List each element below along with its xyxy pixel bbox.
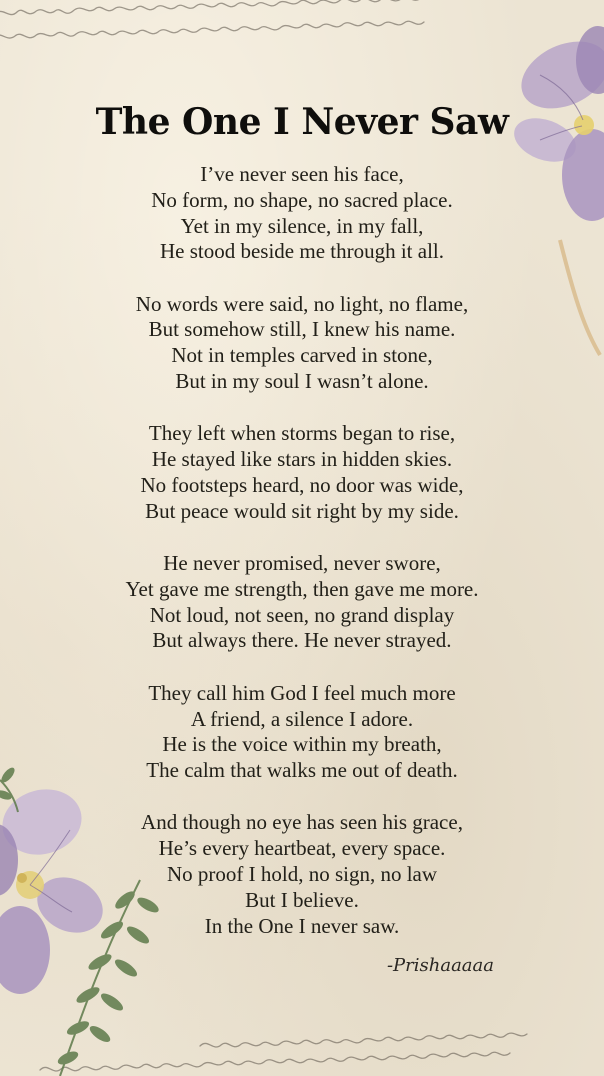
poem-title: The One I Never Saw [95,101,509,143]
poem-line: I’ve never seen his face, [200,162,404,186]
poem-body [0,162,604,966]
poem-line: Not loud, not seen, no grand display [149,602,455,627]
poem-line: But peace would sit right by my side. [145,498,459,523]
author-signature: -Prishaaaaa [386,955,494,976]
poem-line: They left when storms began to rise, [148,421,456,446]
poem-line: No footsteps heard, no door was wide, [140,472,464,497]
poem-line: But I believe. [245,887,359,912]
poem-line: They call him God I feel much more [148,680,456,705]
stanza-3 [0,421,604,524]
poem-line: But always there. He never strayed. [152,628,452,653]
poem-line: A friend, a silence I adore. [190,706,414,731]
poem-line: But in my soul I wasn’t alone. [175,369,429,394]
poem-line: He’s every heartbeat, every space. [158,836,446,861]
stanza-6 [0,810,604,939]
poem-line: He is the voice within my breath, [162,732,442,757]
poem-line: No words were said, no light, no flame, [135,291,469,316]
poem-line: But somehow still, I knew his name. [148,317,456,342]
poem-line: No form, no shape, no sacred place. [151,187,453,212]
stanza-2 [0,292,604,395]
poem-line: Yet gave me strength, then gave me more. [125,576,479,601]
stanza-1 [0,162,604,265]
poem-line: Not in temples carved in stone, [171,343,433,368]
handwritten-script-top [0,0,462,38]
stanza-4 [0,551,604,654]
poem-line: No proof I hold, no sign, no law [166,862,438,887]
poem-line: He stood beside me through it all. [159,239,445,264]
poem-line: The calm that walks me out of death. [146,758,458,783]
poem-line: And though no eye has seen his grace, [141,810,463,835]
stanza-5 [0,681,604,784]
poem-line: Yet in my silence, in my fall, [180,213,424,238]
poem-line: He stayed like stars in hidden skies. [151,447,453,472]
poem-line: He never promised, never swore, [163,551,441,576]
poem-line: In the One I never saw. [204,913,400,938]
handwritten-script-bottom [40,1033,527,1071]
